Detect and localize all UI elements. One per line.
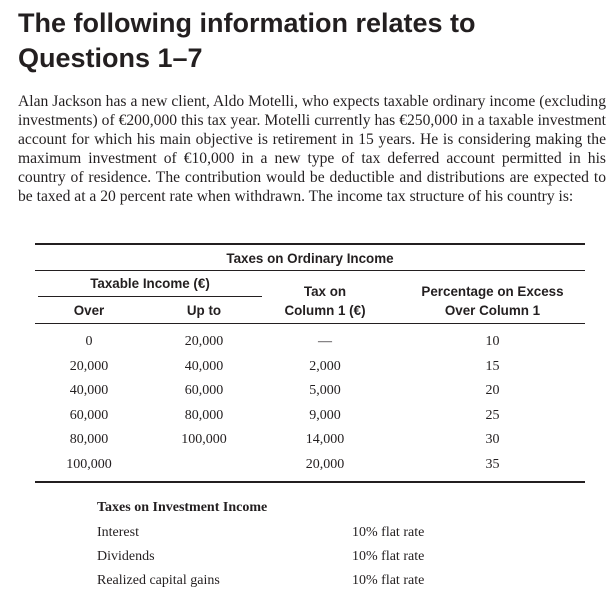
- investment-rate: 10% flat rate: [352, 525, 425, 540]
- cell-upto: 100,000: [181, 432, 227, 448]
- title-rule: [35, 270, 585, 271]
- investment-label: Realized capital gains: [97, 573, 220, 588]
- cell-over: 20,000: [69, 358, 109, 374]
- ordinary-table-title: Taxes on Ordinary Income: [226, 251, 394, 266]
- cell-tax: 5,000: [309, 383, 341, 399]
- cell-pct: 15: [485, 358, 500, 374]
- header-bottom-rule: [35, 323, 585, 324]
- cell-pct: 30: [485, 432, 500, 448]
- col-header-tax-line2: Column 1 (€): [284, 303, 366, 318]
- investment-label: Interest: [97, 525, 139, 540]
- cell-over: 60,000: [69, 407, 109, 423]
- cell-pct: 35: [485, 457, 500, 472]
- cell-over: 0: [85, 334, 93, 349]
- investment-label: Dividends: [97, 549, 155, 564]
- col-header-tax-line1: Tax on: [303, 284, 347, 299]
- cell-pct: 20: [485, 383, 500, 399]
- cell-tax: 2,000: [309, 358, 341, 374]
- cell-tax: 14,000: [305, 432, 345, 448]
- cell-tax: —: [318, 334, 332, 349]
- investment-rate: 10% flat rate: [352, 573, 425, 588]
- cell-pct: 25: [485, 407, 500, 423]
- page-heading: The following information relates to Questions 1–7: [18, 8, 476, 73]
- cell-pct: 10: [485, 334, 500, 349]
- cell-upto: 40,000: [184, 358, 224, 374]
- table-top-rule: [35, 243, 585, 245]
- cell-over: 100,000: [66, 457, 112, 472]
- cell-over: 80,000: [69, 432, 109, 448]
- group-header-rule: [38, 296, 262, 297]
- cell-over: 40,000: [69, 383, 109, 399]
- col-header-upto: Up to: [186, 303, 222, 318]
- table-bottom-rule: [35, 481, 585, 483]
- col-header-pct-line1: Percentage on Excess: [421, 284, 564, 299]
- investment-rate: 10% flat rate: [352, 549, 425, 564]
- cell-tax: 9,000: [309, 407, 341, 423]
- col-header-pct-line2: Over Column 1: [444, 303, 541, 318]
- cell-upto: 60,000: [184, 383, 224, 399]
- cell-upto: 20,000: [184, 334, 224, 349]
- col-header-over: Over: [73, 303, 105, 318]
- cell-tax: 20,000: [305, 457, 345, 472]
- investment-table-title: Taxes on Investment Income: [97, 500, 268, 515]
- cell-upto: 80,000: [184, 407, 224, 423]
- taxable-income-group-header: Taxable Income (€): [90, 276, 210, 291]
- case-paragraph: Alan Jackson has a new client, Aldo Motelli, who expects taxable ordinary income (excluding investments) of €200,000 this tax year. Motelli currently has €250,000 in a taxable investment account for which his main objective is retirement in 15 years. He is considering making the maximum investment of €10,000 in a new type of tax deferred account permitted in his country of residence. The contribution would be deductible and distributions are expected to be taxed at a 20 percent rate when withdrawn. The income tax structure of his country is:: [18, 93, 606, 205]
